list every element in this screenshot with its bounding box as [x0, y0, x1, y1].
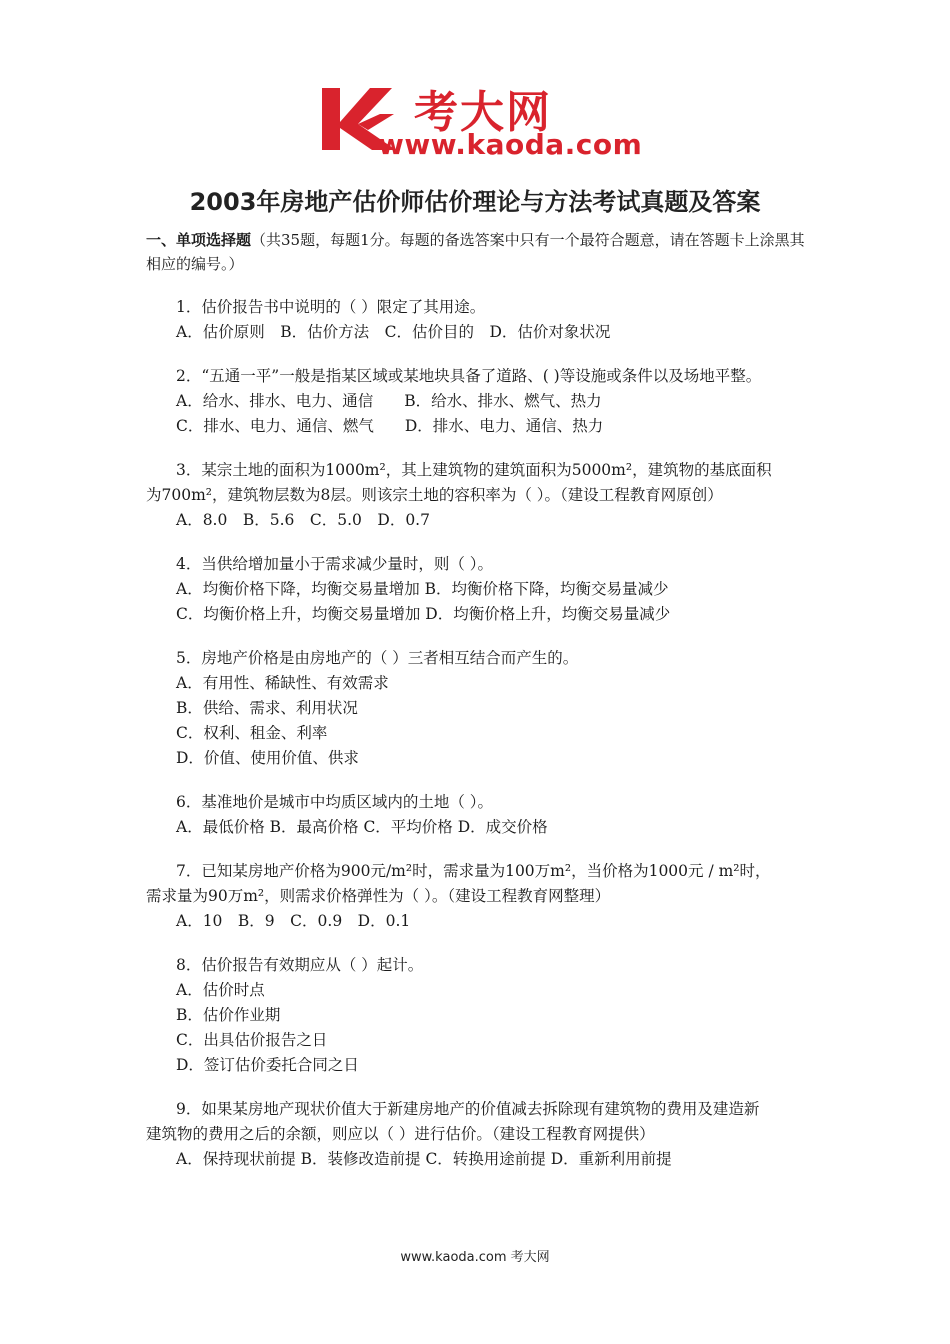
question-5-option-b: B．供给、需求、利用状况 [176, 699, 358, 717]
question-4-options-ab: A．均衡价格下降，均衡交易量增加 B．均衡价格下降，均衡交易量减少 [176, 580, 669, 598]
question-5-option-a: A．有用性、稀缺性、有效需求 [176, 674, 389, 692]
page-footer: www.kaoda.com 考大网 [400, 1250, 550, 1265]
question-4: 4．当供给增加量小于需求减少量时，则（ ）。 [176, 555, 494, 573]
question-7: 7．已知某房地产价格为900元/m²时，需求量为100万m²，当价格为1000元 / m²时， [176, 862, 771, 880]
logo-url: www.kaoda.com [378, 128, 643, 161]
kaoda-logo [318, 80, 643, 162]
question-8: 8．估价报告有效期应从（ ）起计。 [176, 956, 424, 974]
question-3-options: A．8.0 B．5.6 C．5.0 D．0.7 [176, 511, 430, 529]
question-2-options-cd: C．排水、电力、通信、燃气 D．排水、电力、通信、热力 [176, 417, 604, 435]
question-5-option-c: C．权利、租金、利率 [176, 724, 328, 742]
question-2: 2．“五通一平”一般是指某区域或某地块具备了道路、( )等设施或条件以及场地平整。 [176, 367, 762, 385]
section-intro [146, 228, 810, 276]
question-5: 5．房地产价格是由房地产的（ ）三者相互结合而产生的。 [176, 649, 579, 667]
question-1-options: A．估价原则 B．估价方法 C．估价目的 D．估价对象状况 [176, 323, 611, 341]
question-6-options: A．最低价格 B．最高价格 C．平均价格 D．成交价格 [176, 818, 548, 836]
question-8-option-c: C．出具估价报告之日 [176, 1031, 328, 1049]
logo-chinese-name: 考大网 [414, 87, 552, 138]
section-note: （共35题，每题1分。每题的备选答案中只有一个最符合题意，请在答题卡上涂黑其相应的编号。） [146, 231, 805, 273]
question-9: 9．如果某房地产现状价值大于新建房地产的价值减去拆除现有建筑物的费用及建造新 [176, 1100, 760, 1118]
question-8-option-b: B．估价作业期 [176, 1006, 281, 1024]
question-2-options-ab: A．给水、排水、电力、通信 B．给水、排水、燃气、热力 [176, 392, 602, 410]
section-heading: 一、单项选择题 [146, 231, 252, 249]
question-7-options: A．10 B．9 C．0.9 D．0.1 [176, 912, 411, 930]
question-3-continued: 为700m²，建筑物层数为8层。则该宗土地的容积率为（ ）。（建设工程教育网原创） [146, 486, 723, 504]
question-8-option-d: D．签订估价委托合同之日 [176, 1056, 359, 1074]
question-8-option-a: A．估价时点 [176, 981, 265, 999]
document-title: 2003年房地产估价师估价理论与方法考试真题及答案 [189, 188, 761, 216]
question-9-options: A．保持现状前提 B．装修改造前提 C．转换用途前提 D．重新利用前提 [176, 1150, 672, 1168]
question-4-options-cd: C．均衡价格上升，均衡交易量增加 D．均衡价格上升，均衡交易量减少 [176, 605, 671, 623]
question-9-continued: 建筑物的费用之后的余额，则应以（ ）进行估价。（建设工程教育网提供） [146, 1125, 655, 1143]
question-5-option-d: D．价值、使用价值、供求 [176, 749, 359, 767]
question-6: 6．基准地价是城市中均质区域内的土地（ ）。 [176, 793, 494, 811]
question-3: 3．某宗土地的面积为1000m²，其上建筑物的建筑面积为5000m²，建筑物的基底面积 [176, 461, 772, 479]
question-1: 1．估价报告书中说明的（ ）限定了其用途。 [176, 298, 486, 316]
question-7-continued: 需求量为90万m²，则需求价格弹性为（ ）。（建设工程教育网整理） [146, 887, 611, 905]
